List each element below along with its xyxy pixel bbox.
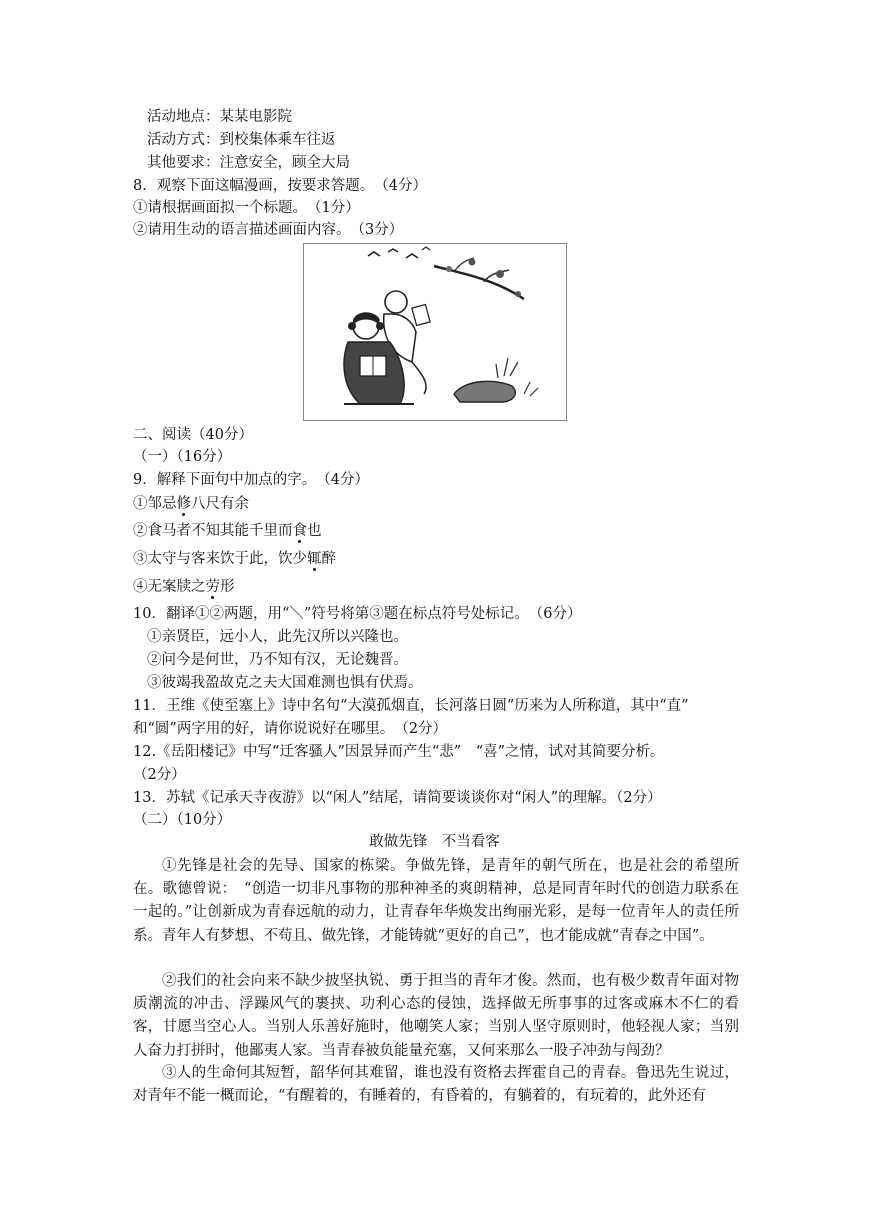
activity-location: 活动地点：某某电影院 — [147, 109, 292, 125]
activity-other: 其他要求：注意安全，顾全大局 — [147, 155, 350, 171]
section2-title: 二、阅读（40分） — [133, 427, 253, 443]
q8-sub1: ①请根据画面拟一个标题。 （1分） — [133, 200, 360, 216]
part2-label: （二）（10分） — [133, 812, 232, 828]
q11-line1: 11．王维《使至塞上》诗中名句“大漠孤烟直，长河落日圆”历来为人所称道，其中“直” — [133, 698, 689, 714]
q9-sentence-2: ②食马者不知其能千里而食也 — [133, 523, 322, 539]
comic-drawing — [304, 244, 566, 420]
q9-sentence-3: ③太守与客来饮于此，饮少辄醉 — [133, 551, 336, 567]
comic-illustration — [303, 243, 567, 421]
essay-paragraph-3: ③人的生命何其短暂，韶华何其难留，谁也没有资格去挥霍自己的青春。鲁迅先生说过，对青年不能一概而论，“有醒着的，有睡着的，有昏着的，有躺着的，有玩着的，此外还有 — [133, 1065, 739, 1105]
essay-paragraph-2: ②我们的社会向来不缺少披坚执锐、勇于担当的青年才俊。然而，也有极少数青年面对物质潮流的冲击、浮躁风气的裹挟、功利心态的侵蚀，选择做无所事事的过客或麻木不仁的看客，甘愿当空心人。当别人乐善好施时，他嘲笑人家；当别人坚守原则时，他轻视人家；当别人奋力打拼时，他鄙夷人家。当青春被负能量充塞，又何来那么一股子冲劲与闯劲？ — [133, 973, 739, 1059]
q13-line1: 13．苏轼《记承天寺夜游》以“闲人”结尾，请简要谈谈你对“闲人”的理解。（2分） — [133, 790, 662, 806]
activity-method: 活动方式：到校集体乘车往返 — [147, 132, 336, 148]
section2-part1: （一）（16分） — [133, 449, 232, 465]
q8-title: 8．观察下面这幅漫画，按要求答题。 （4分） — [133, 178, 427, 194]
q8-sub2: ②请用生动的语言描述画面内容。 （3分） — [133, 222, 404, 238]
dotted-char: 劳 — [205, 579, 220, 595]
essay-title: 敢做先锋 不当看客 — [369, 834, 500, 850]
q11-line2: 和“圆”两字用的好，请你说说好在哪里。 （2分） — [133, 721, 448, 737]
q9-sentence-1: ①邹忌修八尺有余 — [133, 496, 249, 512]
q10-sentence-3: ③彼竭我盈故克之夫大国难测也惧有伏焉。 — [147, 675, 423, 691]
essay-paragraph-1: ①先锋是社会的先导、国家的栋梁。争做先锋，是青年的朝气所在，也是社会的希望所在。歌德曾说： “创造一切非凡事物的那种神圣的爽朗精神，总是同青年时代的创造力联系在一起的。”让创新成为青春远航的动力，让青春年华焕发出绚丽光彩，是每一位青年人的责任所系。青年人有梦想、不苟且、做先锋，才能铸就“更好的自己”，也才能成就“青春之中国”。 — [133, 858, 739, 944]
q12-line2: （2分） — [133, 767, 186, 783]
dotted-char: 修 — [176, 496, 191, 512]
dotted-char: 辄 — [307, 551, 322, 567]
dotted-char: 食 — [292, 523, 307, 539]
q10-title: 10．翻译①②两题，用“＼”符号将第③题在标点符号处标记。 （6分） — [133, 606, 582, 622]
q9-title: 9．解释下面句中加点的字。 （4分） — [133, 472, 369, 488]
q9-sentence-4: ④无案牍之劳形 — [133, 579, 235, 595]
q10-sentence-1: ①亲贤臣，远小人，此先汉所以兴隆也。 — [147, 629, 408, 645]
q10-sentence-2: ②问今是何世，乃不知有汉，无论魏晋。 — [147, 652, 408, 668]
q12-line1: 12.《岳阳楼记》中写“迁客骚人”因景异而产生“悲” “喜”之情，试对其简要分析。 — [133, 744, 665, 760]
